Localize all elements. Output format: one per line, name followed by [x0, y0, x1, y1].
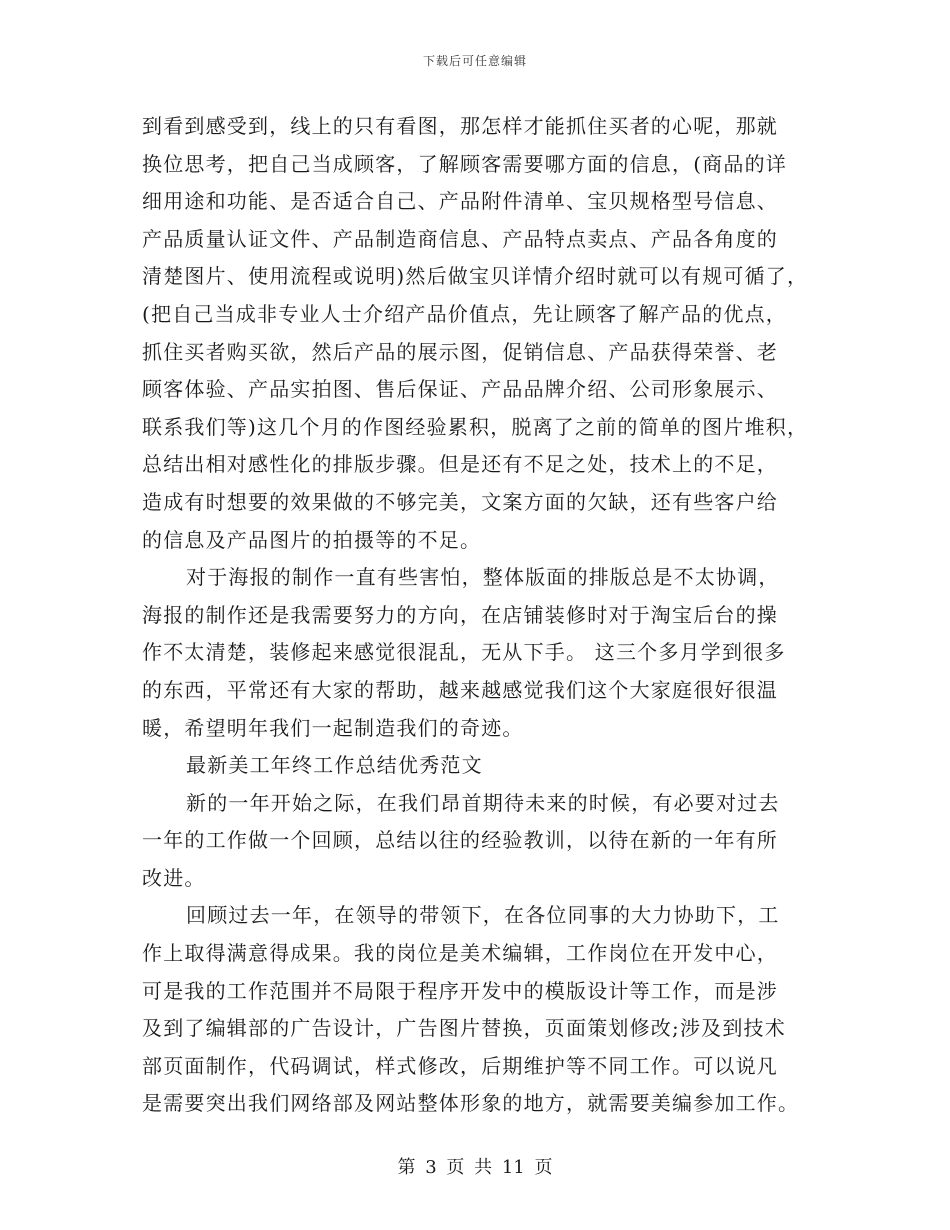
text-line: 的信息及产品图片的拍摄等的不足。 — [142, 527, 482, 552]
text-line: 到看到感受到，线上的只有看图，那怎样才能抓住买者的心呢，那就 — [142, 114, 778, 138]
page-footer: 第 3 页 共 11 页 — [397, 1157, 553, 1178]
text-line: 暖，希望明年我们一起制造我们的奇迹。 — [142, 715, 524, 740]
text-line: 作不太清楚，装修起来感觉很混乱，无从下手。 这三个多月学到很多 — [142, 640, 786, 665]
text-line: 及到了编辑部的广告设计，广告图片替换，页面策划修改;涉及到技术 — [142, 1016, 786, 1041]
text-line: 部页面制作，代码调试，样式修改，后期维护等不同工作。可以说凡 — [142, 1053, 778, 1078]
text-line: 新的一年开始之际，在我们昂首期待未来的时候，有必要对过去 — [186, 790, 780, 815]
text-line: 改进。 — [142, 865, 206, 890]
text-line: 是需要突出我们网络部及网站整体形象的地方，就需要美编参加工作。 — [142, 1091, 800, 1116]
text-line: 一年的工作做一个回顾，总结以往的经验教训，以待在新的一年有所 — [142, 828, 778, 853]
text-line: 海报的制作还是我需要努力的方向，在店铺装修时对于淘宝后台的操 — [142, 602, 778, 627]
text-line: 清楚图片、使用流程或说明)然后做宝贝详情介绍时就可以有规可循了， — [142, 264, 809, 289]
document-body — [142, 108, 814, 1123]
text-line: 可是我的工作范围并不局限于程序开发中的模版设计等工作，而是涉 — [142, 978, 778, 1003]
page-header: 下载后可任意编辑 — [422, 54, 527, 68]
text-line: 造成有时想要的效果做的不够完美，文案方面的欠缺，还有些客户给 — [142, 489, 778, 514]
text-line: 总结出相对感性化的排版步骤。但是还有不足之处，技术上的不足， — [142, 452, 778, 477]
text-line: 作上取得满意得成果。我的岗位是美术编辑，工作岗位在开发中心， — [142, 941, 778, 966]
text-line: 的东西，平常还有大家的帮助，越来越感觉我们这个大家庭很好很温 — [142, 677, 778, 702]
text-line: 回顾过去一年，在领导的带领下，在各位同事的大力协助下，工 — [186, 903, 780, 928]
text-line: 产品质量认证文件、产品制造商信息、产品特点卖点、产品各角度的 — [142, 226, 778, 251]
text-line: 换位思考，把自己当成顾客，了解顾客需要哪方面的信息，(商品的详 — [142, 151, 788, 176]
text-line: 抓住买者购买欲，然后产品的展示图，促销信息、产品获得荣誉、老 — [142, 339, 778, 364]
text-line: 最新美工年终工作总结优秀范文 — [186, 753, 483, 778]
text-line: 细用途和功能、是否适合自己、产品附件清单、宝贝规格型号信息、 — [142, 189, 778, 214]
text-line: 联系我们等)这几个月的作图经验累积，脱离了之前的简单的图片堆积， — [142, 414, 809, 439]
text-line: (把自己当成非专业人士介绍产品价值点，先让顾客了解产品的优点， — [142, 301, 788, 326]
text-line: 顾客体验、产品实拍图、售后保证、产品品牌介绍、公司形象展示、 — [142, 377, 778, 402]
text-line: 对于海报的制作一直有些害怕，整体版面的排版总是不太协调， — [186, 565, 780, 590]
